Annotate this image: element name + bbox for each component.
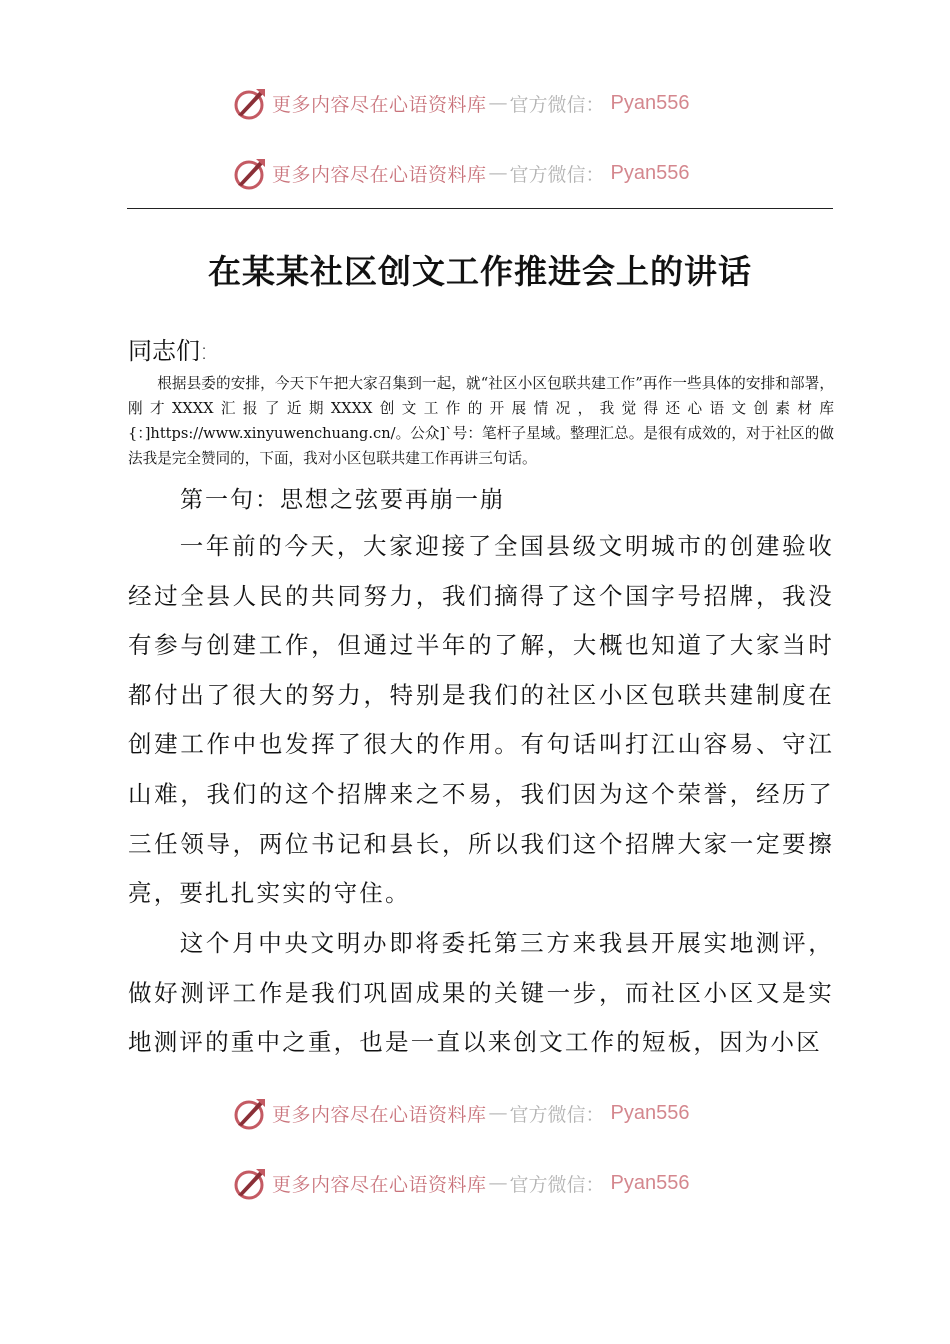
body-paragraph-1: 一年前的今天，大家迎接了全国县级文明城市的创建验收经过全县人民的共同努力，我们摘得了这个国字号招牌，我没有参与创建工作，但通过半年的了解，大概也知道了大家当时都付出了很大的努力，特别是我们的社区小区包联共建制度在创建工作中也发挥了很大的作用。有句话叫打江山容易、守江山难，我们的这个招牌来之不易，我们因为这个荣誉，经历了三任领导，两位书记和县长，所以我们这个招牌大家一定要擦亮，要扎扎实实的守住。 [128,532,834,908]
intro-paragraph: 根据县委的安排，今天下午把大家召集到一起，就“社区小区包联共建工作”再作一些具体的安排和部署，刚才XXXX汇报了近期XXXX创文工作的开展情况，我觉得还心语文创素材库{：]https://www.xinyuwenchuang.cn/。公众]`号：笔杆子星域。整理汇总。是很有成效的，对于社区的做法我是完全赞同的，下面，我对小区包联共建工作再讲三句话。 [128,375,834,467]
watermark-banner-top-1 [232,83,732,123]
watermark-separator: — [488,1102,508,1124]
watermark-wechat-label: 官方微信： [509,93,605,116]
watermark-separator: — [488,162,508,184]
section-heading: 第一句：思想之弦要再崩一崩 [180,487,505,513]
watermark-wechat-id: Pyan556 [610,1101,690,1124]
watermark-banner-bottom-1 [232,1093,732,1133]
body-paragraph-2: 这个月中央文明办即将委托第三方来我县开展实地测评，做好测评工作是我们巩固成果的关键一步，而社区小区又是实地测评的重中之重，也是一直以来创文工作的短板，因为小区 [128,929,834,1057]
watermark-text: 更多内容尽在心语资料库 [272,163,487,186]
watermark-wechat-id: Pyan556 [610,1171,690,1194]
watermark-text: 更多内容尽在心语资料库 [272,1173,487,1196]
watermark-wechat-label: 官方微信： [509,1173,605,1196]
header-divider [127,208,833,209]
watermark-wechat-label: 官方微信： [509,1103,605,1126]
watermark-text: 更多内容尽在心语资料库 [272,93,487,116]
quill-pen-logo-icon [232,1095,268,1131]
watermark-wechat-label: 官方微信： [509,163,605,186]
quill-pen-logo-icon [232,155,268,191]
salutation: 同志们: [128,337,209,365]
quill-pen-logo-icon [232,1165,268,1201]
quill-pen-logo-icon [232,85,268,121]
watermark-wechat-id: Pyan556 [610,161,690,184]
watermark-banner-bottom-2 [232,1163,732,1203]
watermark-text: 更多内容尽在心语资料库 [272,1103,487,1126]
document-title: 在某某社区创文工作推进会上的讲话 [208,252,752,291]
watermark-banner-top-2 [232,153,732,193]
watermark-separator: — [488,1172,508,1194]
watermark-wechat-id: Pyan556 [610,91,690,114]
watermark-separator: — [488,92,508,114]
